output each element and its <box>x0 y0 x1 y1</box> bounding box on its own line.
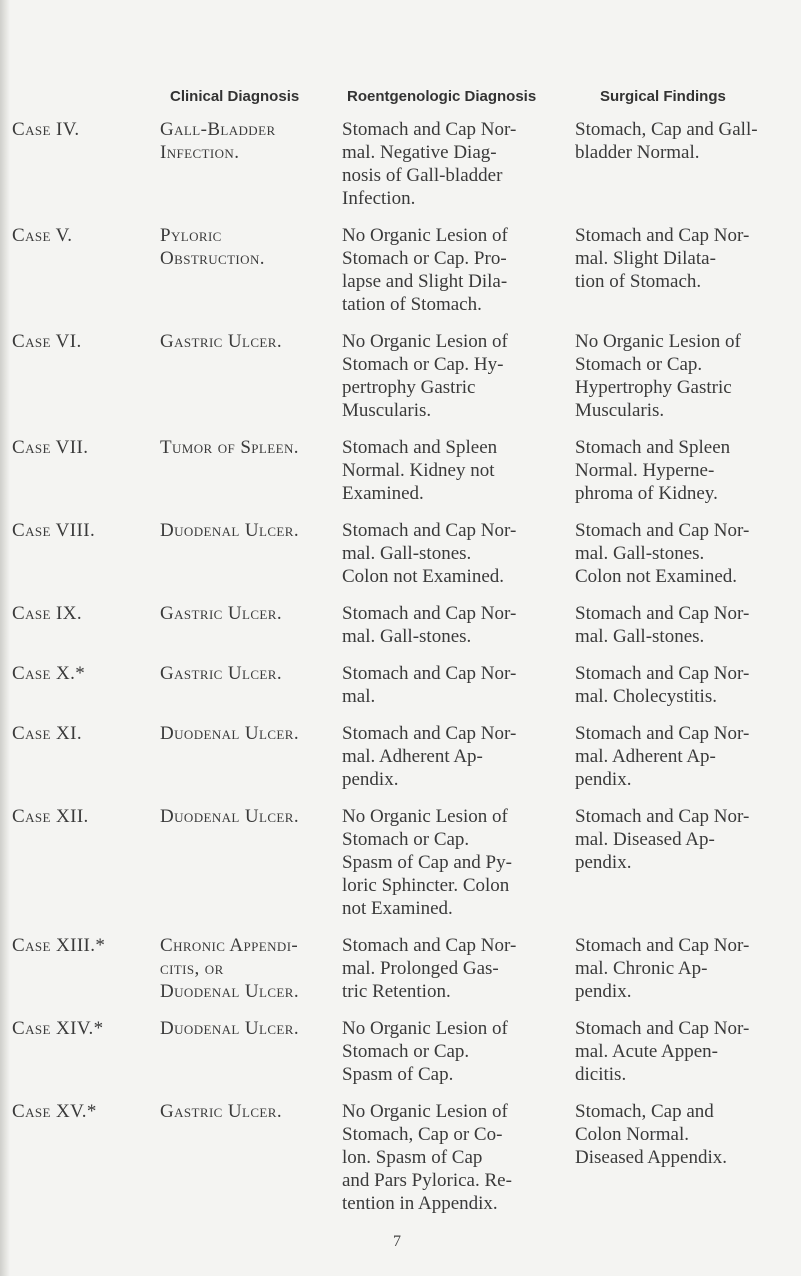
case-label: Case XI. <box>12 723 82 744</box>
table-header <box>0 88 801 112</box>
clinical-diagnosis: Chronic Appendi- citis, or Duodenal Ulcer. <box>160 935 299 1002</box>
case-label: Case IV. <box>12 119 80 140</box>
header-roentgenologic-diagnosis: Roentgenologic Diagnosis <box>347 88 537 105</box>
surgical-findings: Stomach and Cap Nor- mal. Adherent Ap- pendix. <box>575 723 750 790</box>
clinical-diagnosis: Gall-Bladder Infection. <box>160 119 276 163</box>
roentgenologic-diagnosis: No Organic Lesion of Stomach or Cap. Spasm of Cap. <box>342 1018 508 1085</box>
clinical-diagnosis: Gastric Ulcer. <box>160 603 282 624</box>
case-label: Case V. <box>12 225 73 246</box>
roentgenologic-diagnosis: Stomach and Cap Nor- mal. Gall-stones. <box>342 603 517 647</box>
page-edge-shadow <box>0 0 10 1276</box>
header-surgical-findings: Surgical Findings <box>600 88 726 105</box>
surgical-findings: Stomach, Cap and Gall- bladder Normal. <box>575 119 758 163</box>
clinical-diagnosis: Gastric Ulcer. <box>160 331 282 352</box>
roentgenologic-diagnosis: Stomach and Cap Nor- mal. <box>342 663 517 707</box>
header-clinical-diagnosis: Clinical Diagnosis <box>170 88 300 105</box>
clinical-diagnosis: Duodenal Ulcer. <box>160 1018 299 1039</box>
roentgenologic-diagnosis: No Organic Lesion of Stomach, Cap or Co- lon. Spasm of Cap and Pars Pylorica. Re- tention in Appendix. <box>342 1101 512 1214</box>
roentgenologic-diagnosis: Stomach and Cap Nor- mal. Negative Diag- nosis of Gall-bladder Infection. <box>342 119 517 209</box>
case-label: Case XV.* <box>12 1101 97 1122</box>
clinical-diagnosis: Duodenal Ulcer. <box>160 520 299 541</box>
surgical-findings: Stomach and Cap Nor- mal. Diseased Ap- pendix. <box>575 806 750 873</box>
clinical-diagnosis: Tumor of Spleen. <box>160 437 299 458</box>
clinical-diagnosis: Duodenal Ulcer. <box>160 806 299 827</box>
clinical-diagnosis: Gastric Ulcer. <box>160 1101 282 1122</box>
surgical-findings: Stomach and Cap Nor- mal. Acute Appen- dicitis. <box>575 1018 750 1085</box>
roentgenologic-diagnosis: Stomach and Cap Nor- mal. Prolonged Gas- tric Retention. <box>342 935 517 1002</box>
surgical-findings: Stomach and Cap Nor- mal. Chronic Ap- pendix. <box>575 935 750 1002</box>
case-label: Case VIII. <box>12 520 96 541</box>
case-label: Case IX. <box>12 603 82 624</box>
roentgenologic-diagnosis: Stomach and Cap Nor- mal. Adherent Ap- pendix. <box>342 723 517 790</box>
case-label: Case XIII.* <box>12 935 106 956</box>
roentgenologic-diagnosis: No Organic Lesion of Stomach or Cap. Spasm of Cap and Py- loric Sphincter. Colon not Examined. <box>342 806 512 919</box>
roentgenologic-diagnosis: Stomach and Cap Nor- mal. Gall-stones. Colon not Examined. <box>342 520 517 587</box>
surgical-findings: Stomach and Spleen Normal. Hyperne- phroma of Kidney. <box>575 437 731 504</box>
surgical-findings: Stomach and Cap Nor- mal. Cholecystitis. <box>575 663 750 707</box>
page-number: 7 <box>393 1233 401 1250</box>
case-label: Case VI. <box>12 331 82 352</box>
clinical-diagnosis: Gastric Ulcer. <box>160 663 282 684</box>
clinical-diagnosis: Duodenal Ulcer. <box>160 723 299 744</box>
surgical-findings: Stomach and Cap Nor- mal. Gall-stones. Colon not Examined. <box>575 520 750 587</box>
surgical-findings: Stomach, Cap and Colon Normal. Diseased Appendix. <box>575 1101 727 1168</box>
case-label: Case X.* <box>12 663 86 684</box>
roentgenologic-diagnosis: Stomach and Spleen Normal. Kidney not Examined. <box>342 437 498 504</box>
case-label: Case XII. <box>12 806 89 827</box>
surgical-findings: Stomach and Cap Nor- mal. Slight Dilata- tion of Stomach. <box>575 225 750 292</box>
case-label: Case XIV.* <box>12 1018 104 1039</box>
clinical-diagnosis: Pyloric Obstruction. <box>160 225 265 269</box>
roentgenologic-diagnosis: No Organic Lesion of Stomach or Cap. Hy- pertrophy Gastric Muscularis. <box>342 331 508 421</box>
surgical-findings: No Organic Lesion of Stomach or Cap. Hypertrophy Gastric Muscularis. <box>575 331 741 421</box>
surgical-findings: Stomach and Cap Nor- mal. Gall-stones. <box>575 603 750 647</box>
case-label: Case VII. <box>12 437 89 458</box>
roentgenologic-diagnosis: No Organic Lesion of Stomach or Cap. Pro- lapse and Slight Dila- tation of Stomach. <box>342 225 508 315</box>
